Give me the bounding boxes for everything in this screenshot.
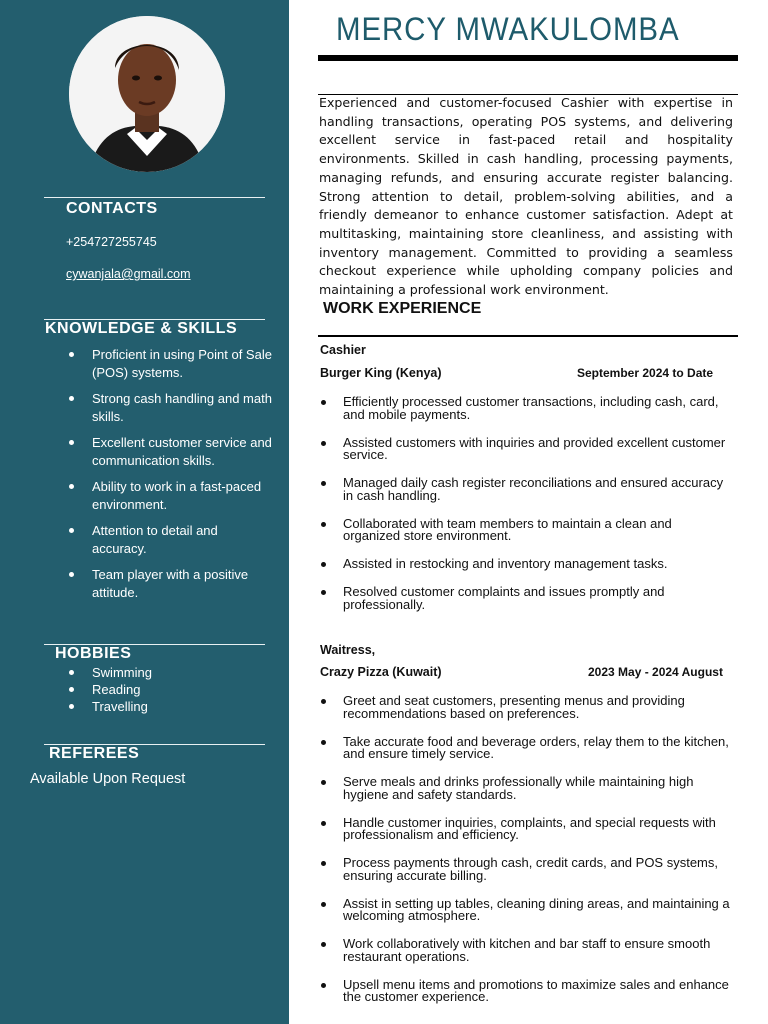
candidate-name: MERCY MWAKULOMBA [336, 11, 680, 47]
hobbies-heading: HOBBIES [55, 645, 132, 662]
hobby-item: Swimming [66, 664, 152, 681]
skill-item: Attention to detail and accuracy. [66, 522, 276, 557]
duty-item: Managed daily cash register reconciliations and ensured accuracy in cash handling. [320, 477, 732, 502]
referees-note: Available Upon Request [30, 771, 186, 787]
duty-item: Process payments through cash, credit cards, and POS systems, ensuring accurate billing. [320, 857, 732, 882]
duty-item: Handle customer inquiries, complaints, and special requests with professionalism and efficiency. [320, 817, 732, 842]
phone-number[interactable]: +254727255745 [66, 235, 157, 249]
duty-item: Assisted customers with inquiries and provided excellent customer service. [320, 437, 732, 462]
skill-item: Ability to work in a fast-paced environment. [66, 478, 276, 513]
profile-photo [69, 16, 225, 172]
hobbies-list [66, 664, 152, 715]
contacts-divider [44, 197, 265, 198]
hobby-item: Travelling [66, 698, 152, 715]
job-employer: Crazy Pizza (Kuwait) [320, 665, 442, 679]
skill-item: Strong cash handling and math skills. [66, 390, 276, 425]
skill-item: Excellent customer service and communication skills. [66, 434, 276, 469]
job-employer: Burger King (Kenya) [320, 366, 442, 380]
skill-item: Proficient in using Point of Sale (POS) systems. [66, 346, 276, 381]
skills-list [66, 346, 276, 610]
hobby-item: Reading [66, 681, 152, 698]
work-experience-heading: WORK EXPERIENCE [323, 300, 482, 317]
job-duties-list [320, 695, 732, 1019]
professional-summary: Experienced and customer-focused Cashier with expertise in handling transactions, operating POS systems, and delivering excellent service in fast-paced retail and hospitality environments. Skilled in cash handling, processing payments, managing refunds, and ensuring accurate register balancing. Strong attention to detail, problem-solving abilities, and a friendly demeanor to enhance customer satisfaction. Adept at multitasking, maintaining store cleanliness, and assisting with inventory management. Committed to providing a seamless checkout experience while upholding company policies and maintaining a professional work environment. [319, 95, 733, 298]
skill-item: Team player with a positive attitude. [66, 566, 276, 601]
sidebar [0, 0, 289, 1024]
job-role: Cashier [320, 343, 366, 357]
work-experience-rule [318, 335, 738, 337]
contacts-heading: CONTACTS [66, 200, 158, 217]
duty-item: Assisted in restocking and inventory management tasks. [320, 558, 732, 571]
job-role: Waitress, [320, 643, 376, 657]
duty-item: Efficiently processed customer transactions, including cash, card, and mobile payments. [320, 396, 732, 421]
profile-photo-image [69, 16, 225, 172]
duty-item: Take accurate food and beverage orders, relay them to the kitchen, and ensure timely service. [320, 736, 732, 761]
duty-item: Upsell menu items and promotions to maximize sales and enhance the customer experience. [320, 979, 732, 1004]
duty-item: Work collaboratively with kitchen and bar staff to ensure smooth restaurant operations. [320, 938, 732, 963]
duty-item: Greet and seat customers, presenting menus and providing recommendations based on preferences. [320, 695, 732, 720]
referees-heading: REFEREES [49, 745, 140, 762]
name-underline-bar [318, 55, 738, 61]
skills-heading: KNOWLEDGE & SKILLS [45, 320, 238, 337]
job-dates: 2023 May - 2024 August [588, 665, 723, 679]
duty-item: Serve meals and drinks professionally while maintaining high hygiene and safety standards. [320, 776, 732, 801]
duty-item: Collaborated with team members to maintain a clean and organized store environment. [320, 518, 732, 543]
email-link[interactable]: cywanjala@gmail.com [66, 267, 191, 281]
duty-item: Assist in setting up tables, cleaning dining areas, and maintaining a welcoming atmosphere. [320, 898, 732, 923]
job-duties-list [320, 396, 732, 627]
duty-item: Resolved customer complaints and issues promptly and professionally. [320, 586, 732, 611]
job-dates: September 2024 to Date [577, 366, 714, 380]
